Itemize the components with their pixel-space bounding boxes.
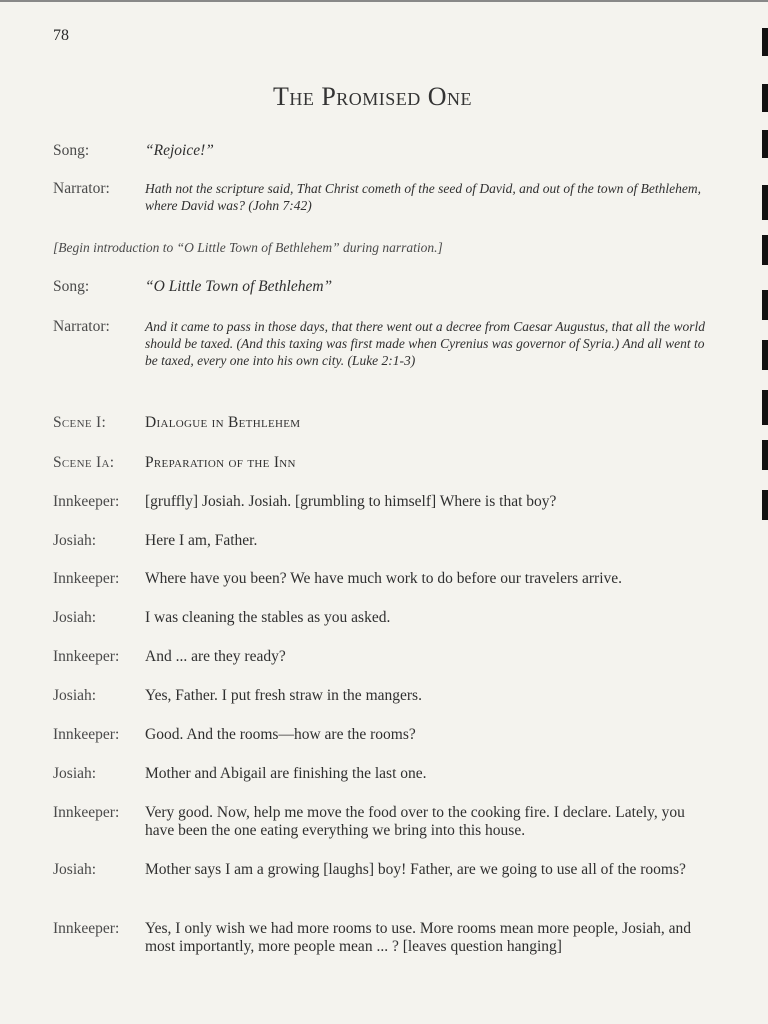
scene-title: Preparation of the Inn xyxy=(145,454,296,471)
speech-text: “O Little Town of Bethlehem” xyxy=(145,278,333,295)
speech-text: Good. And the rooms—how are the rooms? xyxy=(145,726,416,743)
speaker-label: Narrator: xyxy=(53,318,110,335)
speaker-label: Josiah: xyxy=(53,861,97,878)
speech-text: Very good. Now, help me move the food over to the cooking fire. I declare. Lately, you have been the one eating everything we bring into this house. xyxy=(145,804,685,839)
speech-text: Hath not the scripture said, That Christ cometh of the seed of David, and out of the town of Bethlehem, where David was? (John 7:42) xyxy=(145,181,701,213)
speaker-label: Innkeeper: xyxy=(53,920,120,937)
speaker-label: Song: xyxy=(53,142,90,159)
speech-text: Yes, I only wish we had more rooms to use. More rooms mean more people, Josiah, and most importantly, more people mean ... ? [leaves question hanging] xyxy=(145,920,692,955)
binding-edge-mark xyxy=(762,340,768,370)
speaker-label: Josiah: xyxy=(53,687,97,704)
speaker-label: Innkeeper: xyxy=(53,648,120,665)
binding-edge-mark xyxy=(762,84,768,112)
binding-edge-mark xyxy=(762,235,768,265)
speech-text: And it came to pass in those days, that there went out a decree from Caesar Augustus, that all the world should be taxed. (And this taxing was first made when Cyrenius was governor of Syria.) And all went to be taxed, every one into his own city. (Luke 2:1-3) xyxy=(145,319,705,368)
scene-label: Scene I: xyxy=(53,414,107,431)
binding-edge-mark xyxy=(762,290,768,320)
speaker-label: Narrator: xyxy=(53,180,110,197)
binding-edge-mark xyxy=(762,185,768,220)
page-number: 78 xyxy=(53,27,69,44)
scene-label: Scene Ia: xyxy=(53,454,115,471)
speech-text: Mother says I am a growing [laughs] boy! Father, are we going to use all of the rooms? xyxy=(145,861,686,878)
top-edge-rule xyxy=(0,0,768,2)
speaker-label: Innkeeper: xyxy=(53,804,120,821)
speaker-label: Innkeeper: xyxy=(53,570,120,587)
binding-edge-mark xyxy=(762,390,768,425)
speech-text: “Rejoice!” xyxy=(145,142,214,159)
speech-text: Mother and Abigail are finishing the last one. xyxy=(145,765,427,782)
scene-title: Dialogue in Bethlehem xyxy=(145,414,301,431)
speech-text: Where have you been? We have much work to do before our travelers arrive. xyxy=(145,570,623,587)
speaker-label: Josiah: xyxy=(53,609,97,626)
stage-direction: [Begin introduction to “O Little Town of Bethlehem” during narration.] xyxy=(53,240,443,255)
speaker-label: Josiah: xyxy=(53,765,97,782)
speech-text: [gruffly] Josiah. Josiah. [grumbling to himself] Where is that boy? xyxy=(145,493,557,510)
binding-edge-mark xyxy=(762,490,768,520)
speaker-label: Innkeeper: xyxy=(53,493,120,510)
speech-text: Here I am, Father. xyxy=(145,532,258,549)
page-title: The Promised One xyxy=(272,82,473,111)
speaker-label: Innkeeper: xyxy=(53,726,120,743)
speech-text: Yes, Father. I put fresh straw in the mangers. xyxy=(145,687,422,704)
speech-text: And ... are they ready? xyxy=(145,648,286,665)
binding-edge-mark xyxy=(762,440,768,470)
speech-text: I was cleaning the stables as you asked. xyxy=(145,609,391,626)
binding-edge-mark xyxy=(762,28,768,56)
binding-edge-mark xyxy=(762,130,768,158)
speaker-label: Song: xyxy=(53,278,90,295)
speaker-label: Josiah: xyxy=(53,532,97,549)
